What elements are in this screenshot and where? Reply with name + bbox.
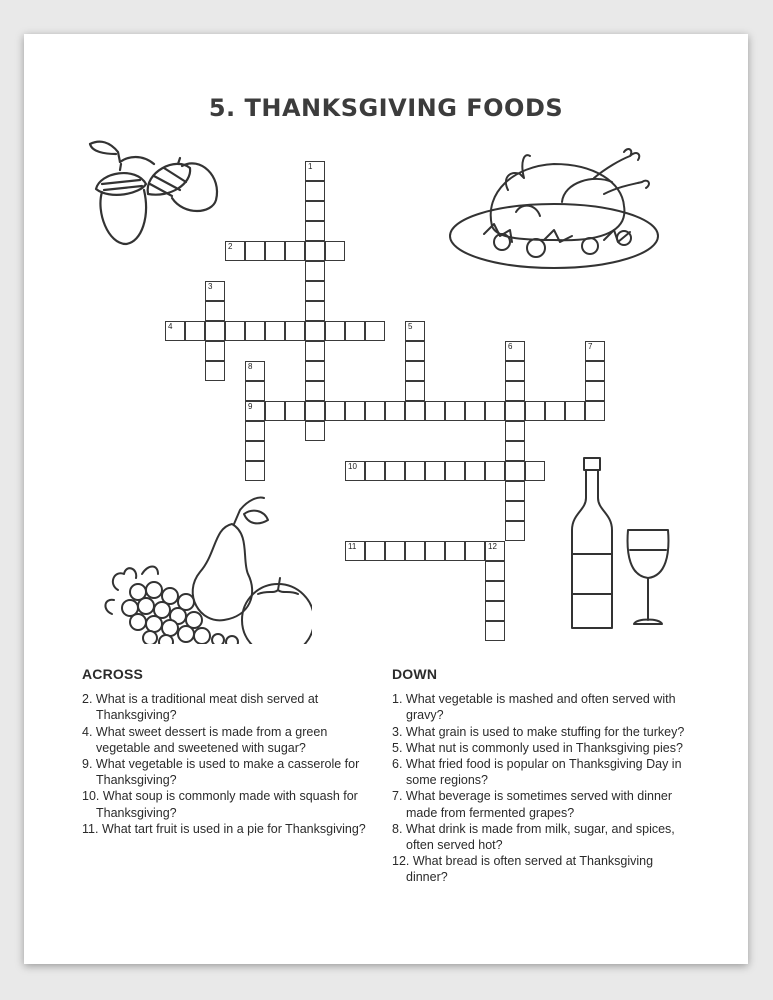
crossword-cell[interactable] — [445, 461, 465, 481]
crossword-cell[interactable] — [285, 241, 305, 261]
clue-number: 12 — [488, 542, 497, 551]
down-clue-12: 12. What bread is often served at Thanksgiving dinner? — [392, 854, 654, 885]
crossword-cell[interactable] — [305, 161, 325, 181]
crossword-cell[interactable] — [505, 481, 525, 501]
crossword-cell[interactable] — [265, 321, 285, 341]
crossword-cell[interactable] — [305, 261, 325, 281]
clue-number: 6 — [508, 342, 513, 351]
down-clue-3: 3. What grain is used to make stuffing for the turkey? — [392, 724, 685, 739]
crossword-cell[interactable] — [585, 341, 605, 361]
crossword-cell[interactable] — [425, 401, 445, 421]
down-heading: DOWN — [392, 666, 438, 682]
crossword-cell[interactable] — [385, 461, 405, 481]
crossword-cell[interactable] — [565, 401, 585, 421]
crossword-cell[interactable] — [165, 321, 185, 341]
crossword-cell[interactable] — [205, 321, 225, 341]
across-clue-11: 11. What tart fruit is used in a pie for Thanksgiving? — [82, 821, 366, 836]
across-clue-2: 2. What is a traditional meat dish served at Thanksgiving? — [82, 692, 319, 723]
clue-number: 3 — [208, 282, 213, 291]
down-clue-1: 1. What vegetable is mashed and often served with gravy? — [392, 692, 676, 723]
crossword-cell[interactable] — [505, 381, 525, 401]
crossword-cell[interactable] — [305, 341, 325, 361]
crossword-cell[interactable] — [245, 401, 265, 421]
clue-number: 5 — [408, 322, 413, 331]
crossword-cell[interactable] — [525, 401, 545, 421]
across-clue-9: 9. What vegetable is used to make a casserole for Thanksgiving? — [82, 757, 360, 788]
crossword-cell[interactable] — [225, 321, 245, 341]
crossword-cell[interactable] — [305, 321, 325, 341]
clue-number: 8 — [248, 362, 253, 371]
across-clues — [82, 666, 382, 837]
across-clue-4: 4. What sweet dessert is made from a green vegetable and sweetened with sugar? — [82, 724, 328, 755]
clue-number: 4 — [168, 322, 173, 331]
crossword-cell[interactable] — [465, 541, 485, 561]
crossword-cell[interactable] — [525, 461, 545, 481]
worksheet-page — [24, 34, 748, 964]
crossword-cell[interactable] — [265, 401, 285, 421]
down-clues — [392, 666, 692, 886]
crossword-cell[interactable] — [485, 561, 505, 581]
crossword-cell[interactable] — [545, 401, 565, 421]
clue-number: 11 — [348, 542, 357, 551]
crossword-cell[interactable] — [245, 421, 265, 441]
crossword-cell[interactable] — [445, 541, 465, 561]
crossword-cell[interactable] — [345, 321, 365, 341]
crossword-cell[interactable] — [205, 341, 225, 361]
crossword-cell[interactable] — [505, 401, 525, 421]
crossword-cell[interactable] — [585, 361, 605, 381]
crossword-cell[interactable] — [465, 401, 485, 421]
crossword-cell[interactable] — [405, 361, 425, 381]
crossword-cell[interactable] — [405, 381, 425, 401]
crossword-cell[interactable] — [485, 621, 505, 641]
crossword-cell[interactable] — [325, 401, 345, 421]
crossword-cell[interactable] — [485, 581, 505, 601]
crossword-cell[interactable] — [365, 461, 385, 481]
down-clue-8: 8. What drink is made from milk, sugar, and spices, often served hot? — [392, 821, 675, 853]
clue-number: 7 — [588, 342, 593, 351]
across-heading: ACROSS — [82, 666, 144, 682]
crossword-cell[interactable] — [365, 541, 385, 561]
crossword-cell[interactable] — [485, 461, 505, 481]
crossword-cell[interactable] — [245, 461, 265, 481]
crossword-cell[interactable] — [425, 541, 445, 561]
crossword-cell[interactable] — [305, 361, 325, 381]
crossword-cell[interactable] — [485, 601, 505, 621]
crossword-cell[interactable] — [365, 321, 385, 341]
crossword-cell[interactable] — [445, 401, 465, 421]
crossword-cell[interactable] — [305, 181, 325, 201]
crossword-cell[interactable] — [405, 341, 425, 361]
crossword-cell[interactable] — [505, 441, 525, 461]
crossword-cell[interactable] — [405, 541, 425, 561]
crossword-cell[interactable] — [505, 361, 525, 381]
crossword-cell[interactable] — [345, 461, 365, 481]
crossword-cell[interactable] — [205, 281, 225, 301]
crossword-cell[interactable] — [245, 361, 265, 381]
crossword-cell[interactable] — [505, 461, 525, 481]
roast-turkey-icon — [444, 142, 664, 272]
crossword-cell[interactable] — [585, 381, 605, 401]
crossword-cell[interactable] — [245, 241, 265, 261]
clue-number: 2 — [228, 242, 233, 251]
crossword-cell[interactable] — [485, 541, 505, 561]
crossword-cell[interactable] — [305, 201, 325, 221]
crossword-cell[interactable] — [305, 281, 325, 301]
crossword-cell[interactable] — [385, 401, 405, 421]
crossword-cell[interactable] — [205, 361, 225, 381]
crossword-cell[interactable] — [425, 461, 445, 481]
crossword-cell[interactable] — [325, 241, 345, 261]
crossword-cell[interactable] — [485, 401, 505, 421]
crossword-cell[interactable] — [505, 501, 525, 521]
crossword-cell[interactable] — [305, 221, 325, 241]
crossword-cell[interactable] — [505, 521, 525, 541]
across-clue-10: 10. What soup is commonly made with squash for Thanksgiving? — [82, 789, 358, 820]
grapes-pear-tomato-icon — [82, 494, 312, 644]
clue-number: 9 — [248, 402, 253, 411]
crossword-cell[interactable] — [245, 321, 265, 341]
crossword-cell[interactable] — [285, 401, 305, 421]
down-clue-6: 6. What fried food is popular on Thanksgiving Day in some regions? — [392, 757, 682, 788]
crossword-cell[interactable] — [345, 401, 365, 421]
crossword-cell[interactable] — [285, 321, 305, 341]
crossword-cell[interactable] — [345, 541, 365, 561]
crossword-cell[interactable] — [385, 541, 405, 561]
crossword-cell[interactable] — [365, 401, 385, 421]
crossword-cell[interactable] — [305, 401, 325, 421]
page-title: 5. THANKSGIVING FOODS — [208, 94, 564, 122]
down-clue-5: 5. What nut is commonly used in Thanksgiving pies? — [392, 740, 683, 755]
crossword-cell[interactable] — [505, 341, 525, 361]
down-clue-7: 7. What beverage is sometimes served with dinner made from fermented grapes? — [392, 789, 673, 820]
crossword-cell[interactable] — [205, 301, 225, 321]
crossword-cell[interactable] — [405, 461, 425, 481]
crossword-cell[interactable] — [305, 301, 325, 321]
crossword-cell[interactable] — [585, 401, 605, 421]
crossword-cell[interactable] — [305, 381, 325, 401]
acorns-icon — [80, 134, 233, 254]
crossword-cell[interactable] — [505, 421, 525, 441]
crossword-cell[interactable] — [245, 381, 265, 401]
crossword-cell[interactable] — [265, 241, 285, 261]
crossword-cell[interactable] — [465, 461, 485, 481]
crossword-cell[interactable] — [305, 241, 325, 261]
clue-number: 10 — [348, 462, 357, 471]
crossword-cell[interactable] — [325, 321, 345, 341]
crossword-cell[interactable] — [245, 441, 265, 461]
clue-number: 1 — [308, 162, 313, 171]
crossword-cell[interactable] — [405, 401, 425, 421]
wine-bottle-glass-icon — [564, 454, 684, 634]
crossword-cell[interactable] — [405, 321, 425, 341]
crossword-cell[interactable] — [305, 421, 325, 441]
crossword-cell[interactable] — [185, 321, 205, 341]
